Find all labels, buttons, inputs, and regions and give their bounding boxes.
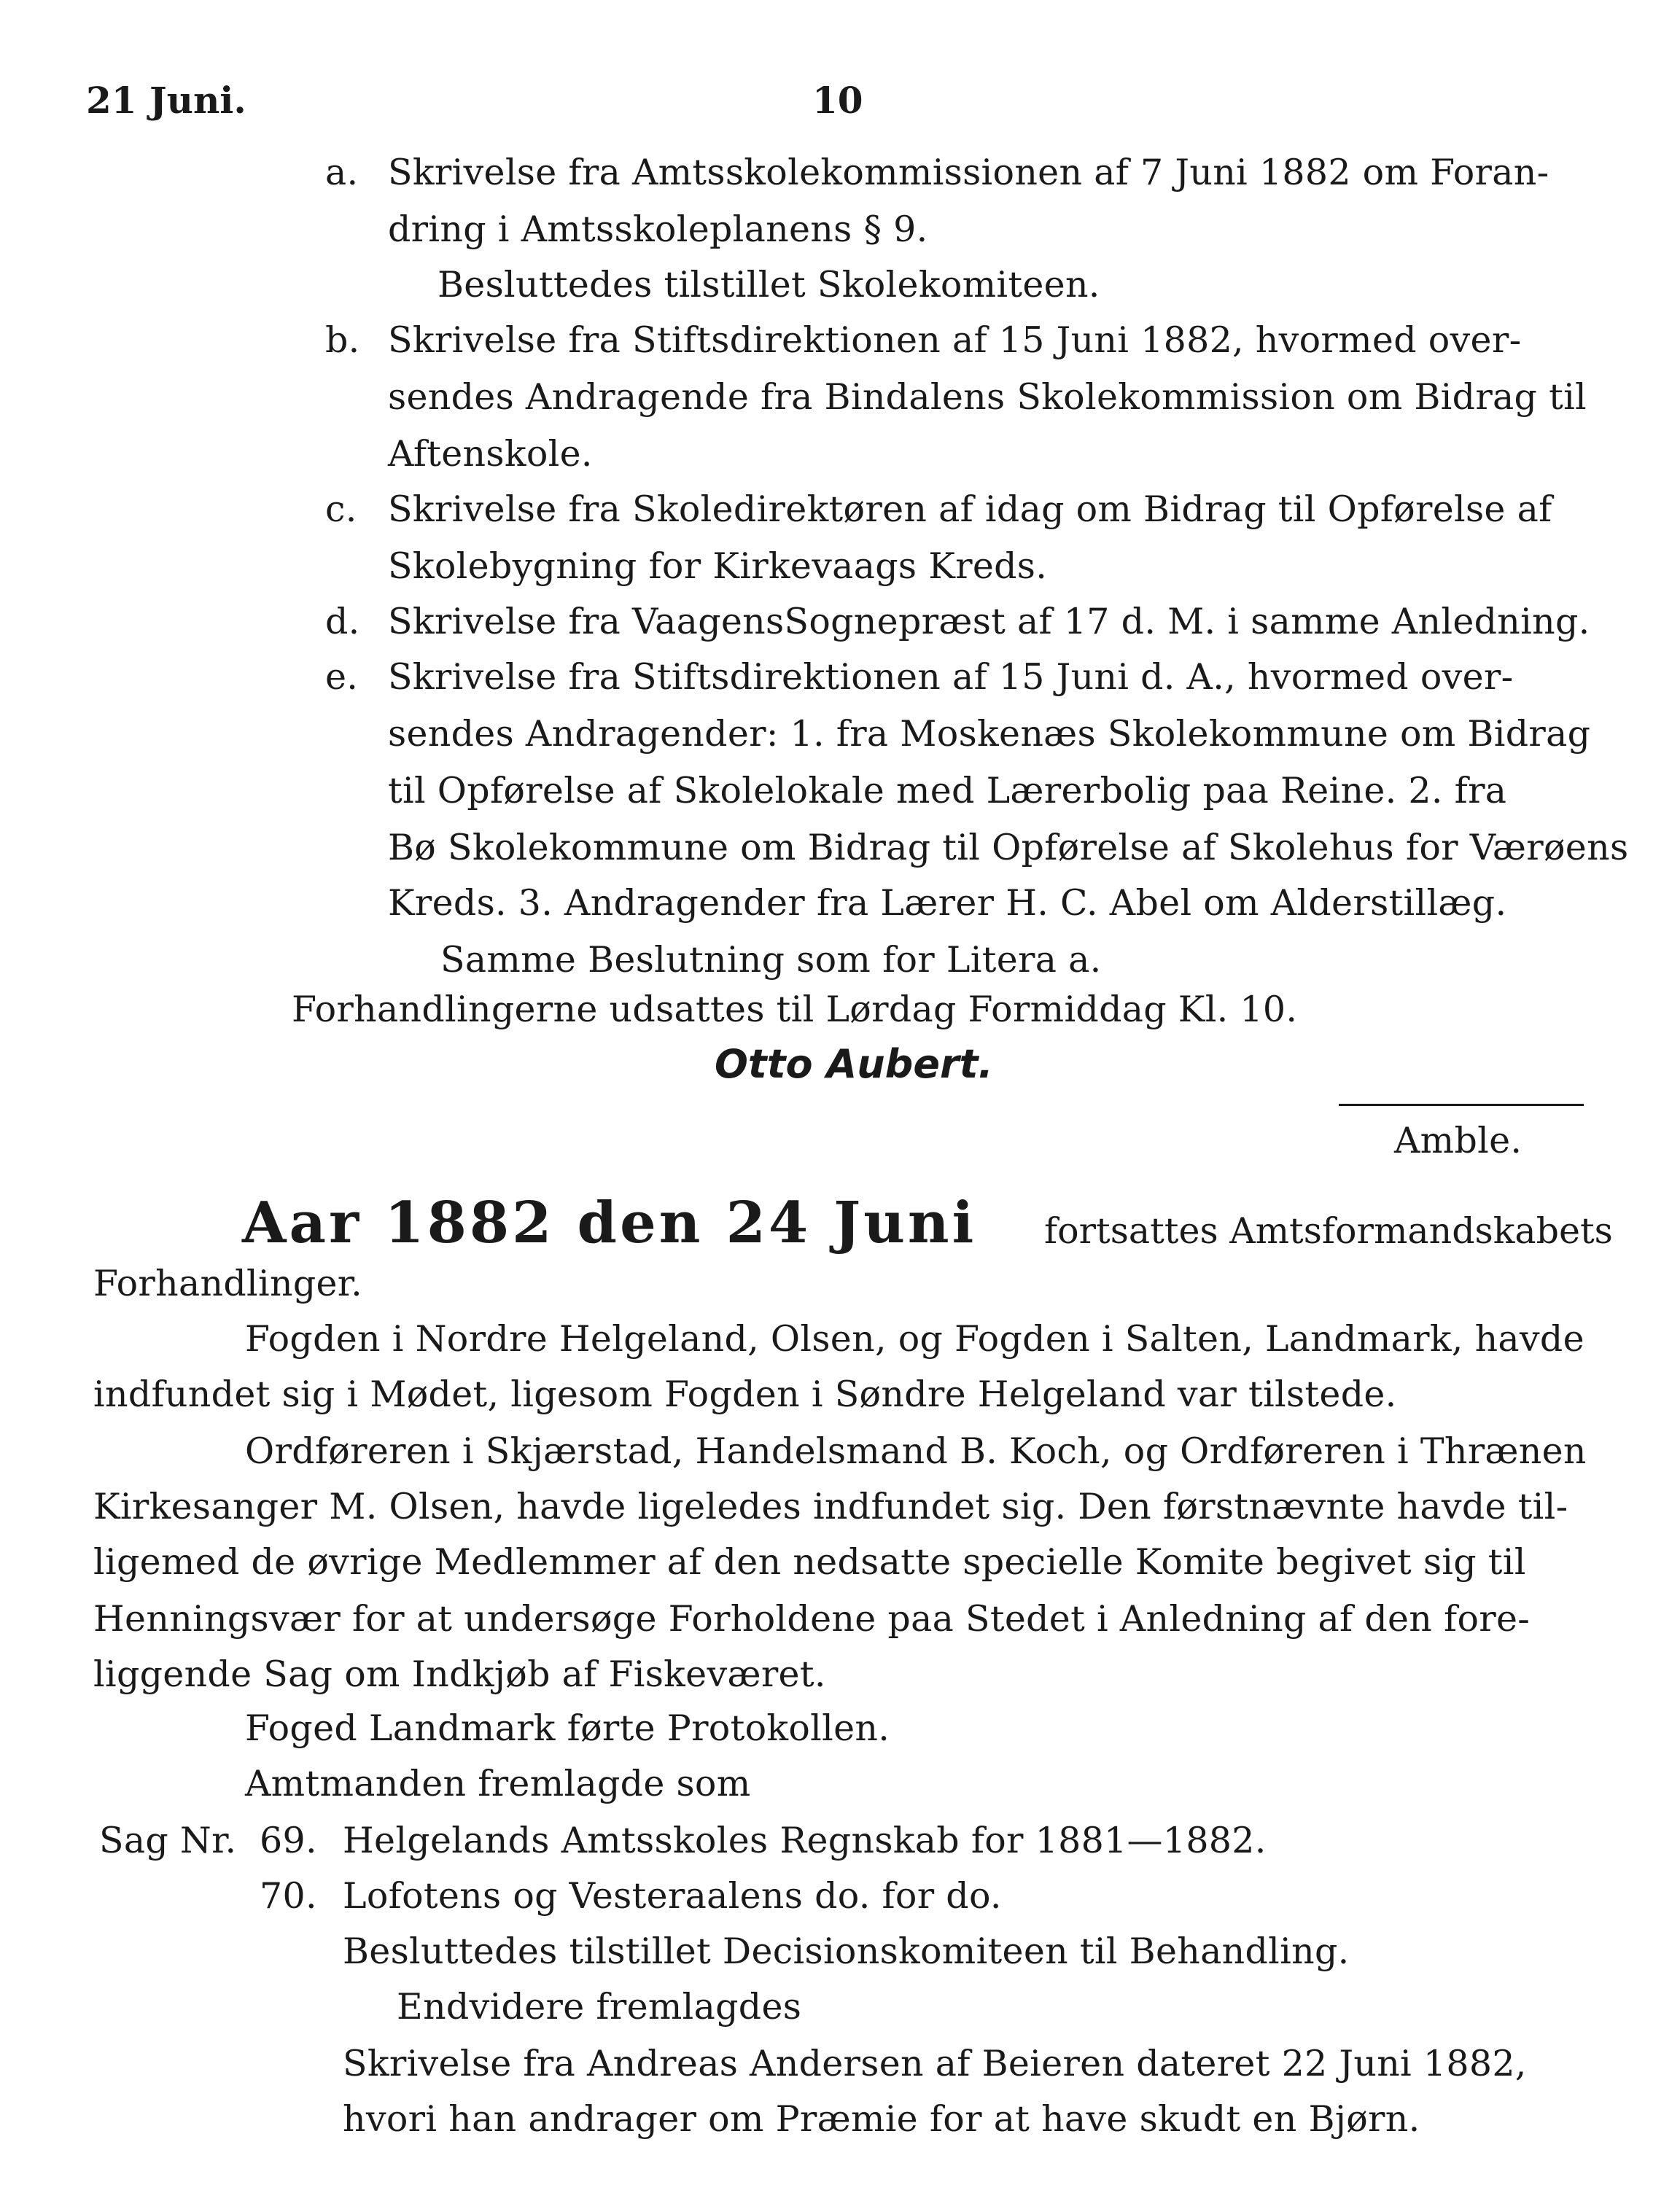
para4: Amtmanden fremlagde som	[245, 1763, 751, 1804]
para2-line-2: Kirkesanger M. Olsen, havde ligeledes indfundet sig. Den førstnævnte havde til-	[93, 1486, 1568, 1527]
section-heading-date: Aar 1882 den 24 Juni	[242, 1190, 977, 1256]
page-number: 10	[812, 79, 863, 122]
section-heading-rest: fortsattes Amtsformandskabets	[1044, 1210, 1613, 1252]
sag-label: Sag Nr.	[99, 1820, 237, 1861]
para2-line-5: liggende Sag om Indkjøb af Fiskeværet.	[93, 1653, 826, 1695]
item-d-line-1: Skrivelse fra VaagensSognepræst af 17 d. M. i samme Anledning.	[388, 601, 1590, 642]
decision-same: Samme Beslutning som for Litera a.	[440, 939, 1102, 981]
item-letter-e: e.	[325, 656, 359, 698]
para2-line-1: Ordføreren i Skjærstad, Handelsmand B. Koch, og Ordføreren i Thrænen	[245, 1430, 1587, 1472]
item-b-line-1: Skrivelse fra Stiftsdirektionen af 15 Juni 1882, hvormed over-	[388, 319, 1522, 361]
item-e-line-4: Bø Skolekommune om Bidrag til Opførelse af Skolehus for Værøens	[388, 827, 1629, 868]
item-b-line-3: Aftenskole.	[388, 433, 593, 475]
item-a-line-2: dring i Amtsskoleplanens § 9.	[388, 209, 928, 250]
letter-line-1: Skrivelse fra Andreas Andersen af Beieren dateret 22 Juni 1882,	[343, 2043, 1527, 2084]
signature-otto-aubert: Otto Aubert.	[715, 1041, 993, 1087]
item-c-line-1: Skrivelse fra Skoledirektøren af idag om Bidrag til Opførelse af	[388, 488, 1552, 530]
para2-line-3: ligemed de øvrige Medlemmer af den nedsatte specielle Komite begivet sig til	[93, 1541, 1526, 1583]
item-letter-c: c.	[325, 488, 357, 530]
adjourned-line: Forhandlingerne udsattes til Lørdag Formiddag Kl. 10.	[292, 989, 1298, 1030]
decision-decisionskomite: Besluttedes tilstillet Decisionskomiteen til Behandling.	[343, 1931, 1350, 1972]
page-header-date: 21 Juni.	[86, 79, 246, 122]
further-presented: Endvidere fremlagdes	[397, 1986, 802, 2028]
item-e-line-3: til Opførelse af Skolelokale med Lærerbolig paa Reine. 2. fra	[388, 770, 1507, 811]
item-e-line-1: Skrivelse fra Stiftsdirektionen af 15 Juni d. A., hvormed over-	[388, 656, 1514, 698]
decision-a: Besluttedes tilstillet Skolekomiteen.	[438, 264, 1100, 305]
letter-line-2: hvori han andrager om Præmie for at have skudt en Bjørn.	[343, 2098, 1420, 2140]
item-e-line-2: sendes Andragender: 1. fra Moskenæs Skolekommune om Bidrag	[388, 713, 1591, 755]
signature-rule	[1339, 1104, 1584, 1106]
para1-line-2: indfundet sig i Mødet, ligesom Fogden i Søndre Helgeland var tilstede.	[93, 1374, 1397, 1415]
para3: Foged Landmark førte Protokollen.	[245, 1707, 890, 1749]
para1-line-1: Fogden i Nordre Helgeland, Olsen, og Fogden i Salten, Landmark, havde	[245, 1318, 1584, 1360]
para2-line-4: Henningsvær for at undersøge Forholdene paa Stedet i Anledning af den fore-	[93, 1598, 1531, 1640]
sag-70-text: Lofotens og Vesteraalens do. for do.	[343, 1875, 1002, 1917]
sag-69-number: 69.	[260, 1820, 317, 1861]
item-b-line-2: sendes Andragende fra Bindalens Skolekommission om Bidrag til	[388, 376, 1587, 418]
item-a-line-1	[388, 152, 1578, 193]
item-letter-a: a.	[325, 152, 359, 193]
item-e-line-5: Kreds. 3. Andragender fra Lærer H. C. Abel om Alderstillæg.	[388, 882, 1507, 924]
item-letter-d: d.	[325, 601, 360, 642]
signer-amble: Amble.	[1394, 1120, 1522, 1161]
sag-69-text: Helgelands Amtsskoles Regnskab for 1881—1882.	[343, 1820, 1267, 1861]
sag-70-number: 70.	[260, 1875, 317, 1917]
section-heading-cont: Forhandlinger.	[93, 1263, 363, 1304]
item-letter-b: b.	[325, 319, 360, 361]
item-c-line-2: Skolebygning for Kirkevaags Kreds.	[388, 545, 1048, 587]
item-a-text-1: Skrivelse fra Amtsskolekommissionen af 7 Juni 1882 om Foran-	[388, 152, 1549, 193]
